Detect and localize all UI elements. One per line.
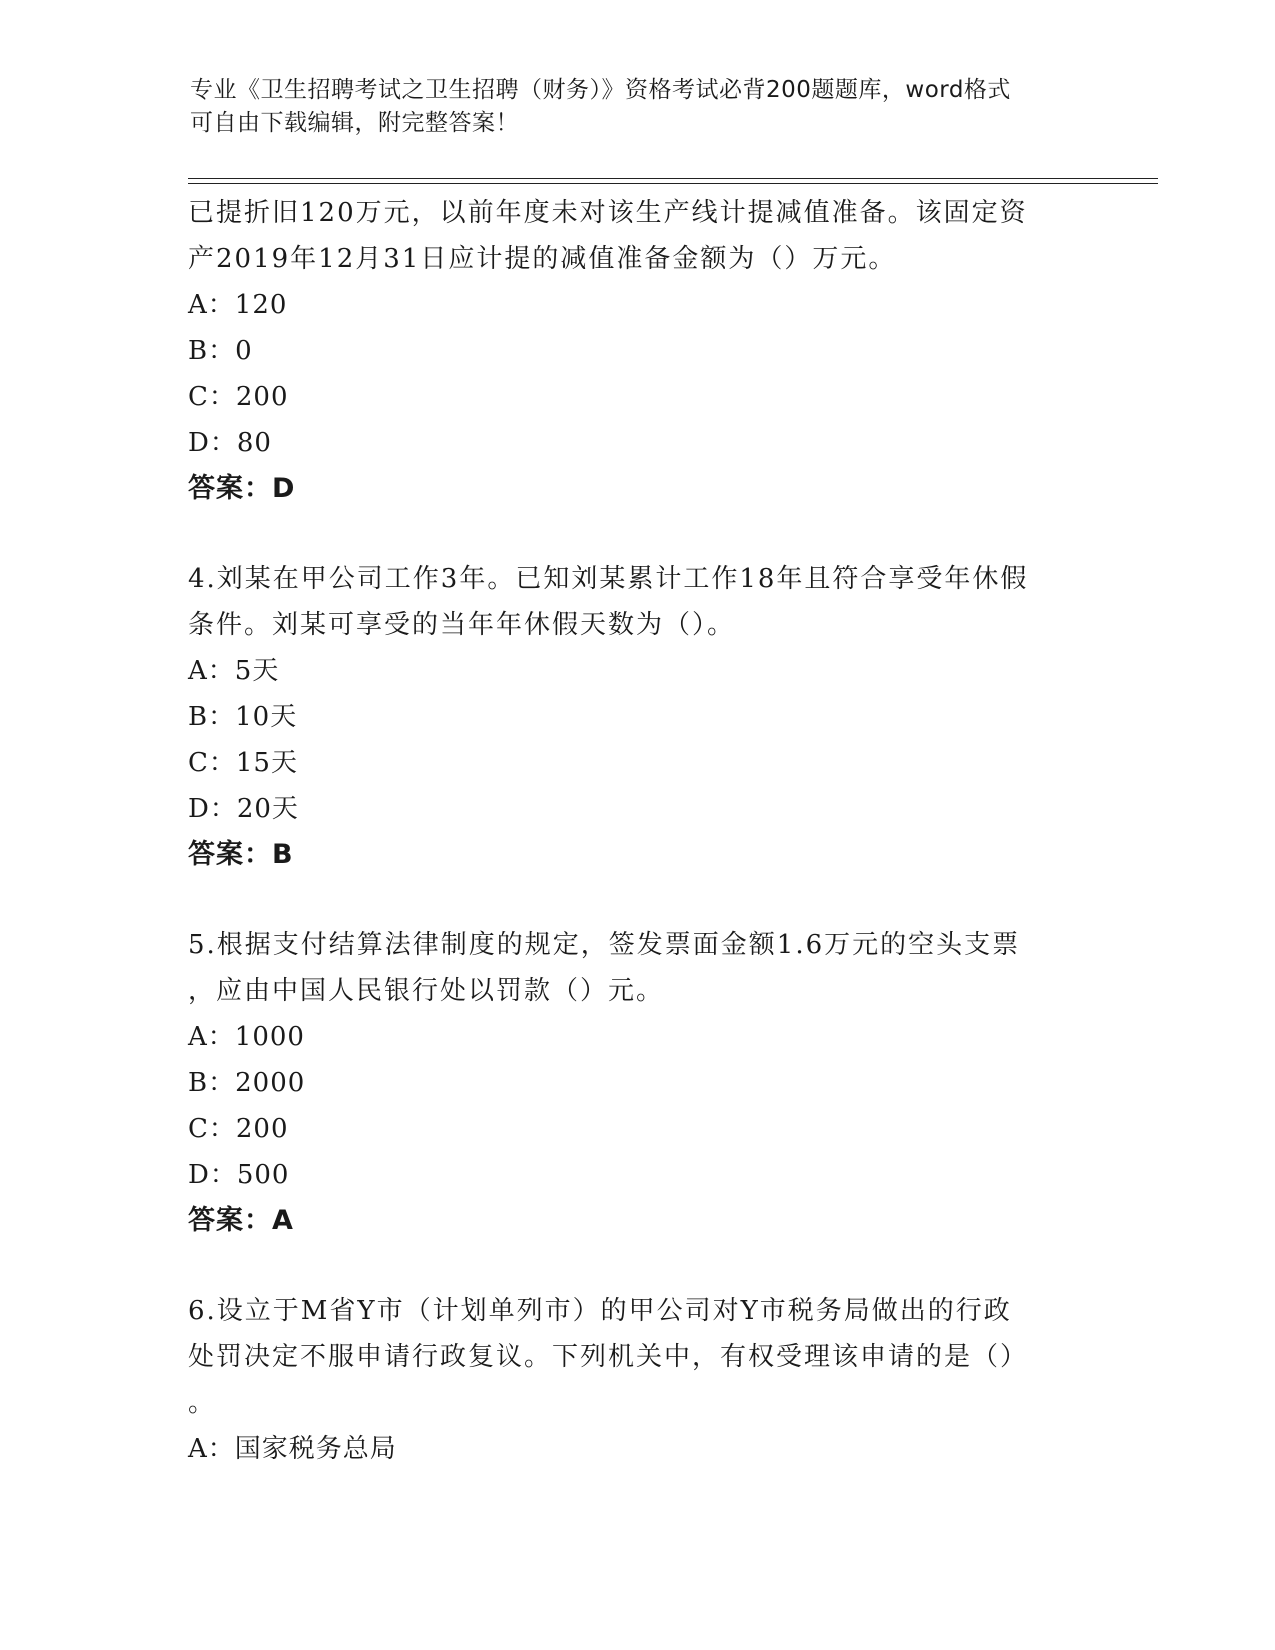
option-c: C：200 (188, 1114, 289, 1144)
question-text-line: ，应由中国人民银行处以罚款（）元。 (188, 976, 665, 1006)
header-line-2: 可自由下载编辑，附完整答案！ (190, 110, 519, 136)
header-line-1: 专业《卫生招聘考试之卫生招聘（财务）》资格考试必背200题题库，word格式 (190, 77, 1011, 103)
answer: 答案：A (188, 1205, 294, 1236)
spacer (188, 878, 1088, 922)
option-a: A：5天 (188, 656, 280, 686)
option-c: C：200 (188, 382, 289, 412)
answer: 答案：B (188, 839, 294, 870)
question-text-line: 6.设立于M省Y市（计划单列市）的甲公司对Y市税务局做出的行政 (188, 1296, 1012, 1326)
option-b: B：2000 (188, 1068, 306, 1098)
question-text-line: 已提折旧120万元，以前年度未对该生产线计提减值准备。该固定资 (188, 198, 1028, 228)
question-5 (188, 922, 1088, 1244)
header-divider-bottom (188, 183, 1158, 184)
option-c: C：15天 (188, 748, 298, 778)
option-b: B：10天 (188, 702, 298, 732)
question-text-line: 。 (188, 1388, 217, 1418)
option-b: B：0 (188, 336, 253, 366)
option-a: A：国家税务总局 (188, 1434, 397, 1464)
option-d: D：80 (188, 428, 272, 458)
document-header (190, 74, 1090, 140)
answer: 答案：D (188, 473, 296, 504)
question-3 (188, 190, 1088, 512)
question-6 (188, 1288, 1088, 1472)
option-d: D：500 (188, 1160, 290, 1190)
question-text-line: 4.刘某在甲公司工作3年。已知刘某累计工作18年且符合享受年休假 (188, 564, 1029, 594)
spacer (188, 512, 1088, 556)
question-text-line: 5.根据支付结算法律制度的规定，签发票面金额1.6万元的空头支票 (188, 930, 1021, 960)
option-d: D：20天 (188, 794, 299, 824)
question-text-line: 产2019年12月31日应计提的减值准备金额为（）万元。 (188, 244, 897, 274)
spacer (188, 1244, 1088, 1288)
option-a: A：1000 (188, 1022, 305, 1052)
option-a: A：120 (188, 290, 288, 320)
question-text-line: 条件。刘某可享受的当年年休假天数为（）。 (188, 610, 736, 640)
header-divider-top (188, 178, 1158, 179)
question-list (188, 190, 1088, 1472)
question-4 (188, 556, 1088, 878)
question-text-line: 处罚决定不服申请行政复议。下列机关中，有权受理该申请的是（） (188, 1342, 1029, 1372)
